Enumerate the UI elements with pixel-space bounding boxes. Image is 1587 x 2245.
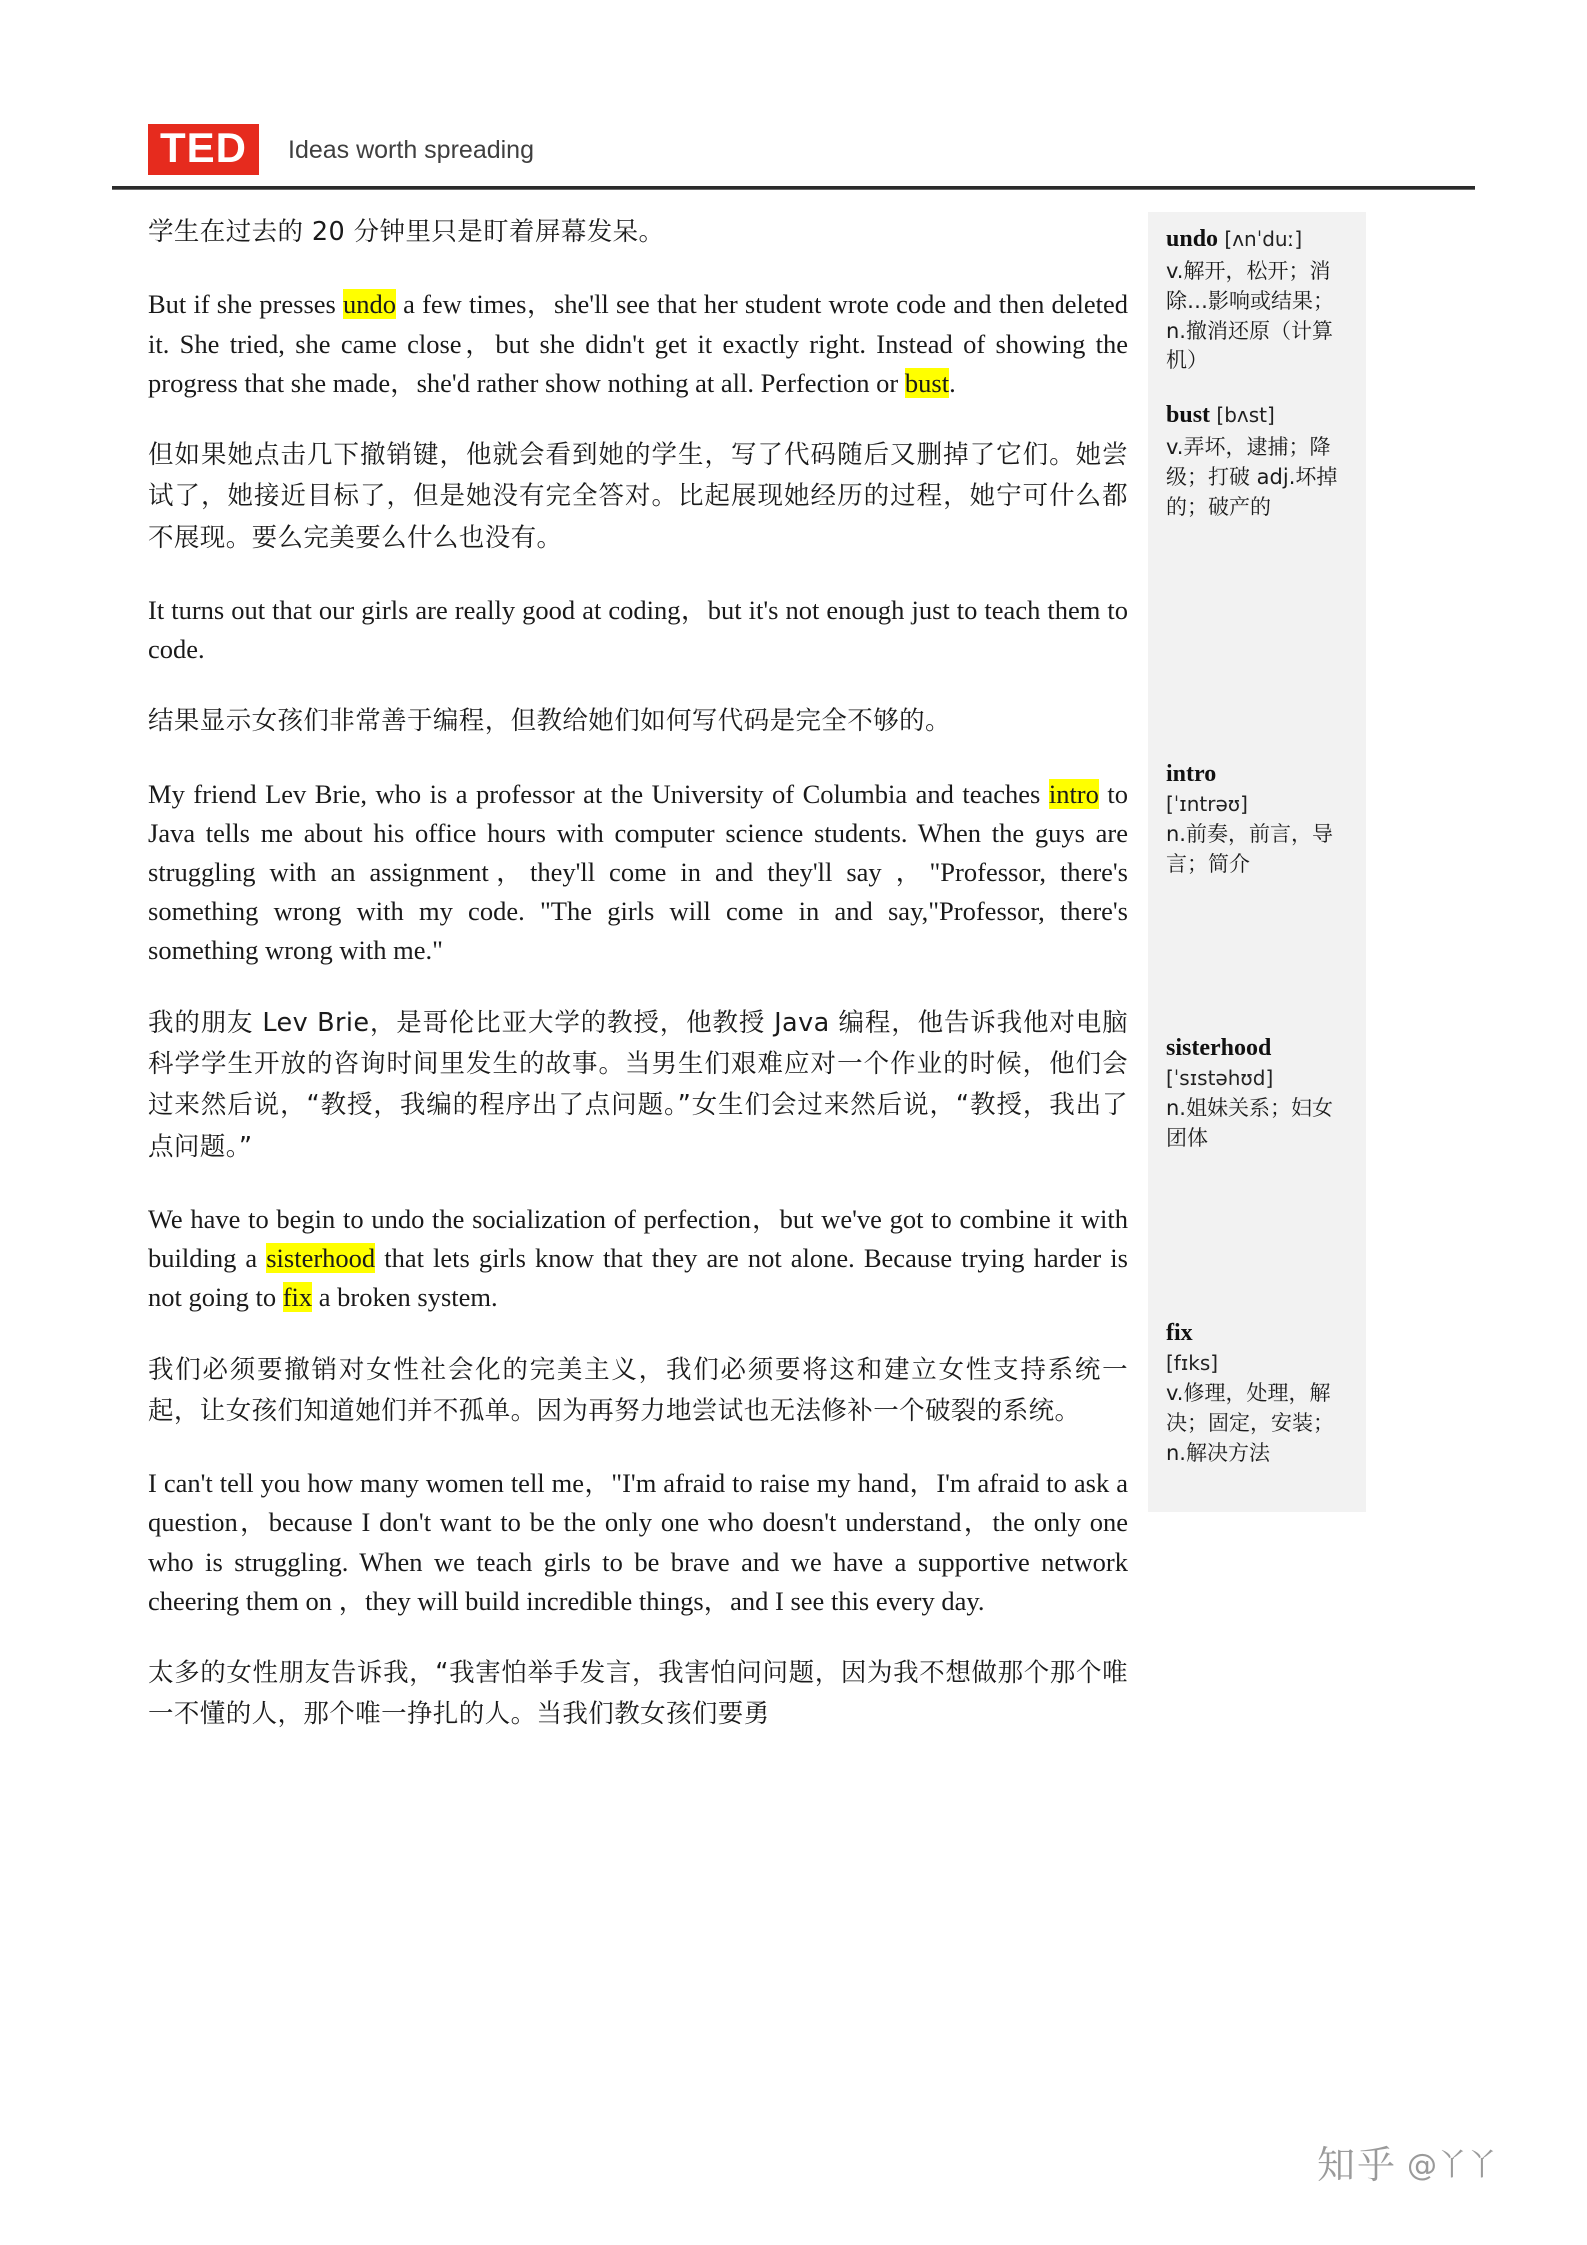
- vocabulary-word: bust: [1166, 402, 1211, 429]
- transcript-paragraph: 我们必须要撤销对女性社会化的完美主义，我们必须要将这和建立女性支持系统一起，让女孩们知道她们并不孤单。因为再努力地尝试也无法修补一个破裂的系统。: [148, 1354, 1128, 1426]
- vocabulary-definition: v.弄坏，逮捕；降级；打破 adj.坏掉的；破产的: [1166, 435, 1338, 519]
- transcript-paragraph: We have to begin to undo the socialization of perfection，but we've got to combine it with building a sisterhood that lets girls know that they are not alone. Because trying harder is not going to fix a broken system.: [148, 1203, 1128, 1313]
- vocabulary-entry: [1166, 226, 1348, 376]
- vocabulary-word: sisterhood: [1166, 1035, 1272, 1062]
- transcript-column: [148, 212, 1128, 1768]
- page-header: [0, 0, 1587, 190]
- transcript-paragraph: It turns out that our girls are really good at coding，but it's not enough just to teach them to code.: [148, 594, 1128, 665]
- watermark: [1317, 2134, 1497, 2189]
- sidebar-spacer: [1166, 905, 1348, 1035]
- vocabulary-phonetic: [ʌnˈduː]: [1218, 227, 1303, 251]
- vocabulary-definition: n.姐妹关系；妇女团体: [1166, 1096, 1333, 1151]
- vocabulary-sidebar: [1148, 212, 1366, 1512]
- vocabulary-entry: [1166, 1320, 1348, 1468]
- transcript-paragraph: But if she presses undo a few times，she'll see that her student wrote code and then deleted it. She tried, she came close，but she didn't get it exactly right. Instead of showing the progress that she made，she'd rather show nothing at all. Perfection or bust.: [148, 289, 1128, 398]
- vocabulary-word: undo: [1166, 226, 1219, 252]
- zhihu-logo: 知乎: [1316, 2143, 1397, 2187]
- header-divider: [112, 186, 1475, 190]
- vocabulary-phonetic: [fɪks]: [1166, 1350, 1219, 1375]
- transcript-paragraph: 我的朋友 Lev Brie，是哥伦比亚大学的教授，他教授 Java 编程，他告诉我他对电脑科学学生开放的咨询时间里发生的故事。当男生们艰难应对一个作业的时候，他们会过来然后说，“教授，我编的程序出了点问题。”女生们会过来然后说，“教授，我出了点问题。”: [148, 1007, 1128, 1162]
- transcript-paragraph: I can't tell you how many women tell me，"I'm afraid to raise my hand，I'm afraid to ask a question，because I don't want to be the only one who doesn't understand，the only one who is struggling. When we teach girls to be brave and we have a supportive network cheering them on ，they will build incredible things，and I see this every day.: [148, 1468, 1128, 1616]
- watermark-username: @丫丫: [1407, 2147, 1497, 2183]
- vocabulary-definition: v.解开，松开；消除…影响或结果；n.撤消还原（计算机）: [1166, 259, 1334, 373]
- transcript-paragraph: My friend Lev Brie, who is a professor at the University of Columbia and teaches intro to Java tells me about his office hours with computer science students. When the guys are struggling with an assignment，they'll come in and they'll say ，"Professor, there's something wrong with my code. "The girls will come in and say,"Professor, there's something wrong with me.": [148, 778, 1128, 966]
- vocabulary-entry: [1166, 761, 1348, 880]
- sidebar-spacer: [1166, 1180, 1348, 1320]
- vocabulary-entry: [1166, 402, 1348, 522]
- vocabulary-word: intro: [1166, 760, 1217, 787]
- vocabulary-phonetic: [bʌst]: [1210, 403, 1275, 428]
- transcript-paragraph: 太多的女性朋友告诉我，“我害怕举手发言，我害怕问问题，因为我不想做那个那个唯一不懂的人，那个唯一挣扎的人。当我们教女孩们要勇: [148, 1657, 1128, 1730]
- vocabulary-entry: [1166, 1035, 1348, 1154]
- vocabulary-word: fix: [1166, 1319, 1193, 1346]
- vocabulary-phonetic: [ˈɪntrəʊ]: [1166, 791, 1248, 816]
- transcript-paragraph: 学生在过去的 20 分钟里只是盯着屏幕发呆。: [148, 217, 665, 247]
- vocabulary-definition: n.前奏，前言，导言；简介: [1166, 821, 1333, 876]
- transcript-paragraph: 结果显示女孩们非常善于编程，但教给她们如何写代码是完全不够的。: [148, 706, 951, 737]
- vocabulary-phonetic: [ˈsɪstəhʊd]: [1166, 1066, 1274, 1091]
- transcript-paragraph: 但如果她点击几下撤销键，他就会看到她的学生，写了代码随后又删掉了它们。她尝试了，她接近目标了，但是她没有完全答对。比起展现她经历的过程，她宁可什么都不展现。要么完美要么什么也没有。: [148, 439, 1128, 553]
- sidebar-spacer: [1166, 549, 1348, 761]
- ted-logo: TED: [148, 124, 259, 175]
- vocabulary-definition: v.修理，处理，解决；固定，安装；n.解决方法: [1166, 1380, 1334, 1465]
- ted-tagline: Ideas worth spreading: [288, 136, 534, 164]
